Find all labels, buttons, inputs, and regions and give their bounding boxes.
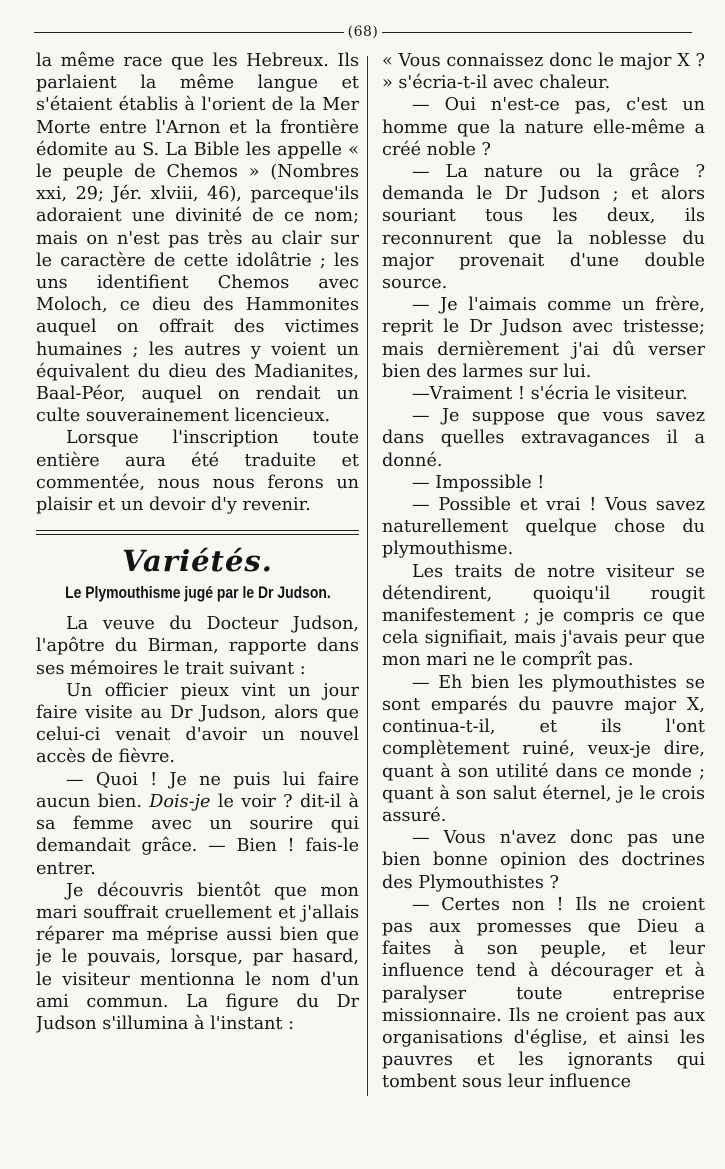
page-number: (68) bbox=[347, 24, 379, 40]
paragraph: la même race que les Hebreux. Ils parlaient la même langue et s'étaient établis à l'orient de la Mer Morte entre l'Arnon et la frontière édomite au S. La Bible les appelle « le peuple de Chemos » (Nombres xxi, 29; Jér. xlviii, 46), parceque'ils adoraient une divinité de ce nom; mais on n'est pas très au clair sur le caractère de cette idolâtrie ; les uns identifient Chemos avec Moloch, ce dieu des Hammonites auquel on offrait des victimes humaines ; les autres y voient un équivalent du dieu des Madianites, Baal-Péor, auquel on rendait un culte souverainement licencieux. bbox=[36, 51, 359, 427]
header-rule-left bbox=[34, 32, 344, 33]
paragraph: — Je l'aimais comme un frère, reprit le Dr Judson avec tristesse; mais dernièrement j'ai dû verser bien des larmes sur lui. bbox=[382, 295, 705, 382]
paragraph: — Vous n'avez donc pas une bien bonne opinion des doctrines des Plymouthistes ? bbox=[382, 828, 705, 893]
article-title: Le Plymouthisme jugé par le Dr Judson. bbox=[65, 583, 331, 603]
paragraph: Je découvris bientôt que mon mari souffrait cruellement et j'allais réparer ma méprise aussi bien que je le pouvais, lorsque, par hasard, le visiteur mentionna le nom d'un ami commun. La figure du Dr Judson s'illumina à l'instant : bbox=[36, 880, 359, 1034]
text-run: le voir ? dit-il à sa femme avec un sourire qui demandait grâce. — Bien ! fais-le entrer. bbox=[36, 791, 359, 879]
paragraph: Un officier pieux vint un jour faire visite au Dr Judson, alors que celui-ci venait d'avoir un nouvel accès de fièvre. bbox=[36, 680, 359, 768]
paragraph: La veuve du Docteur Judson, l'apôtre du Birman, rapporte dans ses mémoires le trait suivant : bbox=[36, 614, 359, 679]
paragraph: — Possible et vrai ! Vous savez naturellement quelque chose du plymouthisme. bbox=[382, 495, 705, 560]
paragraph: — Oui n'est-ce pas, c'est un homme que la nature elle-même a créé noble ? bbox=[382, 95, 705, 160]
paragraph: — La nature ou la grâce ? demanda le Dr Judson ; et alors souriant tous les deux, ils reconnurent que la noblesse du major provenait d'une double source. bbox=[382, 162, 705, 294]
left-column bbox=[36, 50, 359, 1100]
paragraph: Lorsque l'inscription toute entière aura été traduite et commentée, nous nous ferons un plaisir et un devoir d'y revenir. bbox=[36, 428, 359, 516]
paragraph: — Certes non ! Ils ne croient pas aux promesses que Dieu a faites à son peuple, et leur influence tend à décourager et à paralyser toute entreprise missionnaire. Ils ne croient pas aux organisations d'église, et ainsi les pauvres et les ignorants qui tombent sous leur influence bbox=[382, 894, 705, 1093]
section-title: Variétés. bbox=[122, 544, 273, 579]
column-divider bbox=[367, 56, 368, 1096]
paragraph: — Impossible ! bbox=[412, 472, 545, 493]
text-run: — Quoi ! Je ne puis lui faire aucun bien. bbox=[36, 769, 359, 812]
section-separator bbox=[36, 530, 359, 535]
paragraph: Les traits de notre visiteur se détendirent, quoiqu'il rougit manifestement ; je compris ce que cela signifiait, mais j'avais peur que mon mari ne le comprît pas. bbox=[382, 561, 705, 671]
right-column bbox=[382, 50, 705, 1100]
paragraph bbox=[36, 769, 359, 880]
paragraph: — Je suppose que vous savez dans quelles extravagances il a donné. bbox=[382, 406, 705, 471]
paragraph: « Vous connaissez donc le major X ? » s'écria-t-il avec chaleur. bbox=[382, 51, 705, 94]
paragraph: — Eh bien les plymouthistes se sont emparés du pauvre major X, continua-t-il, et ils l'ont complètement ruiné, veux-je dire, quant à son utilité dans ce monde ; quant à son salut éternel, je le crois assuré. bbox=[382, 672, 705, 826]
page-header bbox=[34, 22, 692, 42]
header-rule-right bbox=[382, 32, 692, 33]
paragraph: —Vraiment ! s'écria le visiteur. bbox=[412, 384, 688, 405]
italic-text: Dois-je bbox=[149, 791, 211, 812]
